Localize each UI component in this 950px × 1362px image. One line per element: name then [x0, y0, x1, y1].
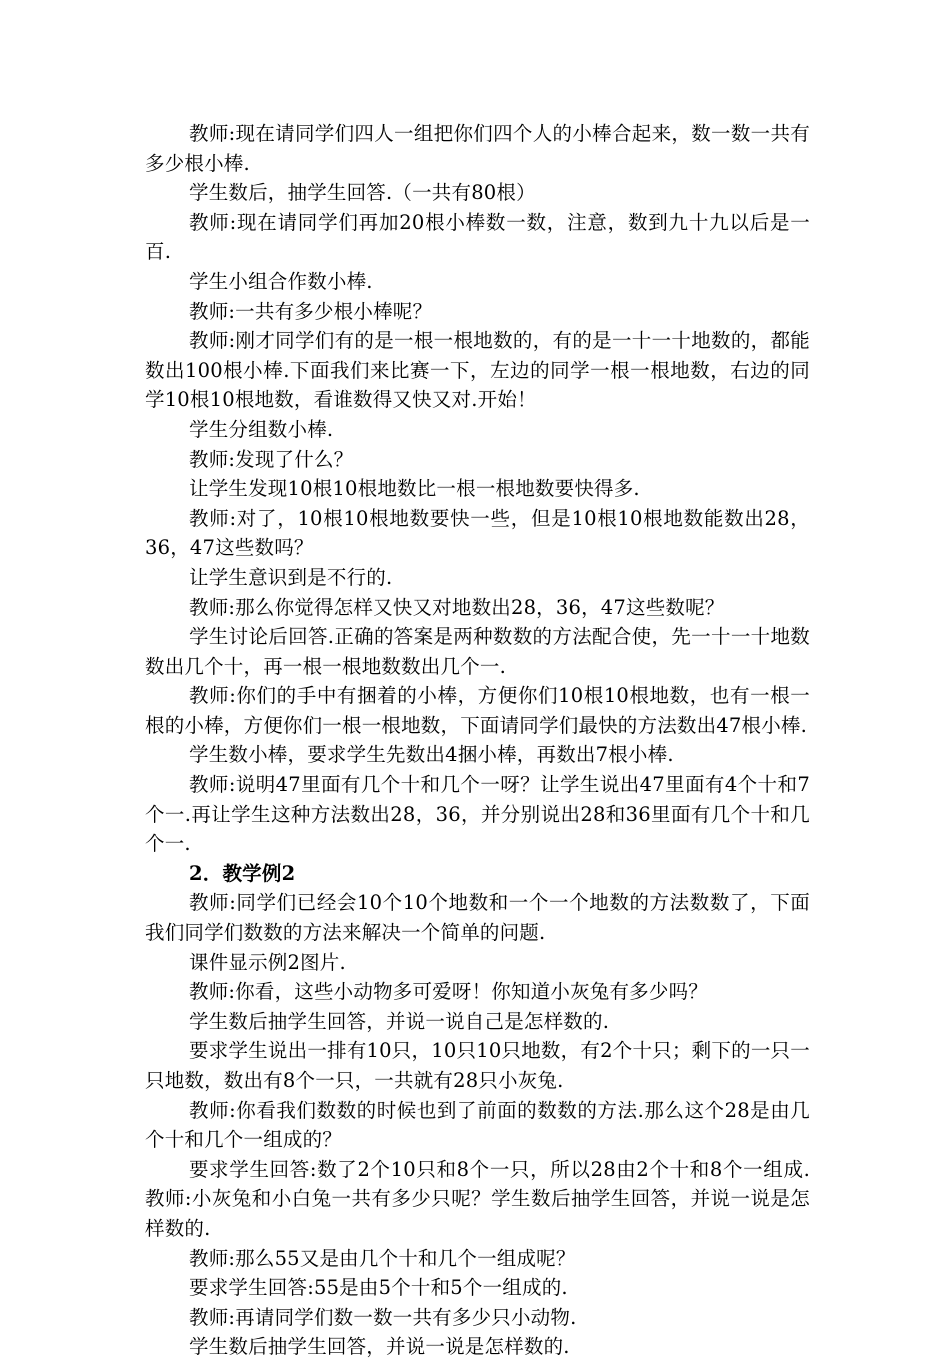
paragraph: 教师:现在请同学们再加20根小棒数一数，注意，数到九十九以后是一百.: [145, 210, 810, 264]
paragraph: 学生分组数小棒.: [189, 417, 334, 441]
document-body: [145, 119, 810, 1362]
paragraph: 学生数小棒，要求学生先数出4捆小棒，再数出7根小棒.: [189, 743, 674, 767]
paragraph: 学生数后抽学生回答，并说一说自己是怎样数的.: [189, 1009, 610, 1033]
paragraph: 教师:一共有多少根小棒呢？: [189, 299, 433, 323]
paragraph: 学生讨论后回答.正确的答案是两种数数的方法配合使，先一十一十地数数出几个十，再一根一根地数数出几个一.: [145, 625, 810, 678]
paragraph: 课件显示例2图片.: [189, 950, 346, 974]
paragraph: 学生数后抽学生回答，并说一说是怎样数的.: [189, 1335, 570, 1359]
paragraph: 要求学生说出一排有10只，10只10只地数，有2个十只；剩下的一只一只地数，数出有8个一只，一共就有28只小灰兔.: [145, 1039, 810, 1092]
paragraph: 教师:你看，这些小动物多可爱呀！你知道小灰兔有多少吗？: [189, 980, 708, 1004]
paragraph: 教师:你们的手中有捆着的小棒，方便你们10根10根地数，也有一根一根的小棒，方便你们一根一根地数，下面请同学们最快的方法数出47根小棒.: [145, 684, 810, 737]
paragraph: 教师:再请同学们数一数一共有多少只小动物.: [189, 1305, 577, 1329]
paragraph: 教师:对了，10根10根地数要快一些，但是10根10根地数能数出28，36，47这些数吗？: [145, 506, 810, 560]
section-heading: 2．教学例2: [189, 861, 296, 885]
paragraph: 教师:同学们已经会10个10个地数和一个一个地数的方法数数了，下面我们同学们数数的方法来解决一个简单的问题.: [145, 891, 810, 945]
paragraph: 教师:说明47里面有几个十和几个一呀？让学生说出47里面有4个十和7个一.再让学生这种方法数出28，36，并分别说出28和36里面有几个十和几个一.: [145, 773, 810, 856]
paragraph: 教师:发现了什么？: [189, 447, 354, 471]
paragraph: 要求学生回答:数了2个10只和8个一只，所以28由2个十和8个一组成.教师:小灰兔和小白兔一共有多少只呢？学生数后抽学生回答，并说一说是怎样数的.: [145, 1157, 810, 1240]
paragraph: 学生数后，抽学生回答.（一共有80根）: [189, 181, 536, 205]
paragraph: 让学生意识到是不行的.: [189, 565, 393, 589]
paragraph: 要求学生回答:55是由5个十和5个一组成的.: [189, 1276, 568, 1300]
paragraph: 教师:那么55又是由几个十和几个一组成呢？: [189, 1246, 576, 1270]
paragraph: 教师:现在请同学们四人一组把你们四个人的小棒合起来，数一数一共有多少根小棒.: [145, 122, 810, 175]
paragraph: 学生小组合作数小棒.: [189, 269, 373, 293]
paragraph: 教师:那么你觉得怎样又快又对地数出28，36，47这些数呢？: [189, 595, 725, 619]
paragraph: 教师:刚才同学们有的是一根一根地数的，有的是一十一十地数的，都能数出100根小棒.下面我们来比赛一下，左边的同学一根一根地数，右边的同学10根10根地数，看谁数得又快又对.开始！: [145, 329, 810, 412]
paragraph: 让学生发现10根10根地数比一根一根地数要快得多.: [189, 477, 640, 501]
paragraph: 教师:你看我们数数的时候也到了前面的数数的方法.那么这个28是由几个十和几个一组成的？: [145, 1098, 810, 1152]
